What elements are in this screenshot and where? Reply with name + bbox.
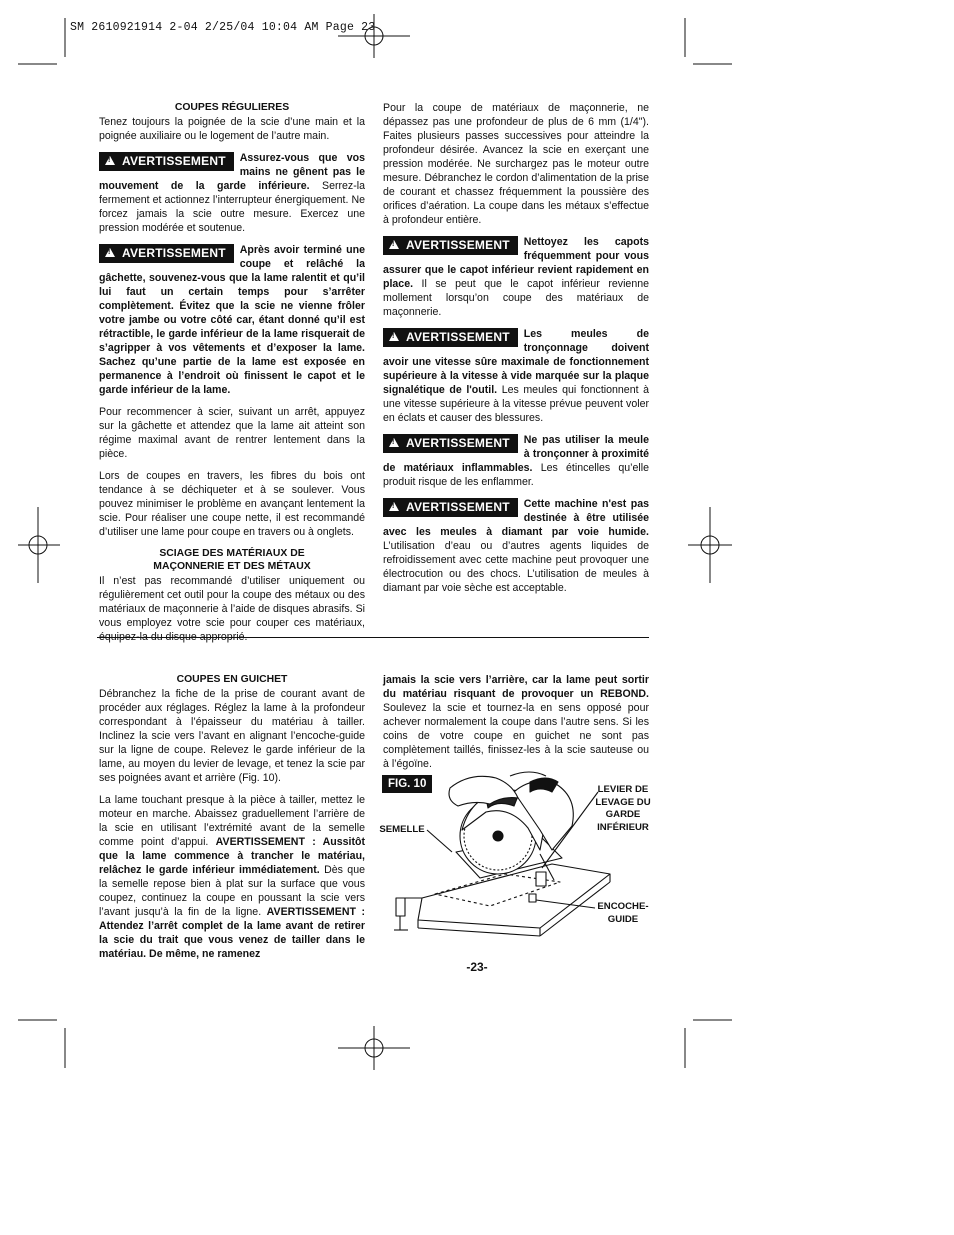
paragraph: Tenez toujours la poignée de la scie d’une main et la poignée auxiliaire ou le logement de l’autre main.: [99, 115, 365, 142]
section-heading: COUPES RÉGULIERES: [174, 102, 290, 113]
page-number: -23-: [466, 960, 488, 974]
warning-triangle-icon: [389, 502, 399, 511]
upper-left-column: [99, 101, 365, 652]
semelle-label: SEMELLE: [379, 824, 425, 835]
section-heading: MAÇONNERIE ET DES MÉTAUX: [153, 561, 311, 572]
warning-bold-text: Assurez-vous que vos mains ne gênent pas le mouvement de la garde inférieure.: [99, 151, 365, 192]
paragraph: La lame touchant presque à la pièce à tailler, mettez le moteur en marche. Abaissez graduellement l’arrière de la scie en utilisant l’extrémité avant de la semelle comme point d’appui. AVERTISSEMENT : Aussitôt que la lame commence à trancher le matériau, relâchez le garde inférieur immédiatement. Dès que la semelle repose bien à plat sur la surface que vous coupez, continuez la coupe en poussant la scie vers l’avant jusqu’à la fin de la ligne. AVERTISSEMENT : Attendez l’arrêt complet de la lame avant de retirer la scie du trait que vous venez de tailler dans le matériau. De même, ne ramenez: [99, 793, 365, 960]
section-heading: SCIAGE DES MATÉRIAUX DE: [159, 547, 305, 559]
warning-block: [383, 327, 649, 425]
warning-text: L’utilisation d’eau ou d’autres agents liquides de refroidissement avec cette machine peut provoquer une électrocution ou des chocs. L’utilisation de meules à diamant par voie sèche est acceptable.: [383, 540, 649, 594]
warning-badge: !AVERTISSEMENT: [383, 434, 518, 453]
warning-triangle-icon: [105, 156, 115, 165]
warning-bold-text: Nettoyez les capots fréquemment pour vous assurer que le capot inférieur revient rapidement en place.: [383, 236, 649, 290]
paragraph: Débranchez la fiche de la prise de courant avant de procéder aux réglages. Réglez la lame à la profondeur correspondant à l’épaisseur du matériau à tailler. Inclinez la scie vers l’avant en alignant l’encoche-guide sur la ligne de coupe. Relevez le garde inférieur de la lame, au moyen du levier de levage, et tenez la scie par ses poignées avant et arrière (Fig. 10).: [99, 687, 365, 784]
paragraph: jamais la scie vers l’arrière, car la lame peut sortir du matériau risquant de provoquer un REBOND. Soulevez la scie et tournez-la en sens opposé pour achever normalement la coupe dans l’autre sens. Si les coins de votre coupe en guichet ne sont pas complètement taillés, finissez-les à la scie sauteuse ou à l’égoïne.: [383, 674, 649, 770]
lever-label: LEVIER DE LEVAGE DU GARDE INFÉRIEUR: [595, 784, 651, 833]
section-divider: [97, 637, 649, 638]
figure-label: FIG. 10: [382, 775, 432, 793]
warning-block: [383, 497, 649, 595]
print-slug: SM 2610921914 2-04 2/25/04 10:04 AM Page 23: [70, 21, 376, 34]
lower-right-column: [383, 673, 649, 779]
warning-bold-text: Après avoir terminé une coupe et relâché la gâchette, souvenez-vous que la lame ralentit et qu’il lui faut un certain temps pour s’arrêter complètement. Évitez que la scie ne vienne frôler votre jambe ou votre côté car, étant donné qu’il est rétractible, le garde inférieur de la lame risquerait de s’agripper à vos vêtements et d’exposer la lame. Sachez qu’une partie de la lame est exposée en permanence à l’endroit où finissent le capot et le garde inférieur de la lame.: [99, 243, 365, 396]
warning-badge: !AVERTISSEMENT: [383, 498, 518, 517]
warning-block: [383, 433, 649, 489]
warning-bold-text: Cette machine n'est pas destinée à être utilisée avec les meules à diamant par voie humide.: [383, 498, 649, 538]
warning-block: [383, 235, 649, 319]
warning-triangle-icon: [389, 332, 399, 341]
warning-triangle-icon: [389, 438, 399, 447]
warning-badge: !AVERTISSEMENT: [99, 152, 234, 171]
warning-bold-text: Les meules de tronçonnage doivent avoir une vitesse sûre maximale de fonctionnement supérieure à la vitesse à vide marquée sur la plaque signalétique de l'outil.: [383, 328, 649, 396]
warning-block: [99, 151, 365, 235]
saw-illustration: [390, 770, 620, 940]
paragraph: Pour la coupe de matériaux de maçonnerie, ne dépassez pas une profondeur de plus de 6 mm (1/4"). Faites plusieurs passes successives pour atteindre la profondeur désirée. Avancez la scie en exerçant une pression modérée. Ne surchargez pas le moteur outre mesure. Débranchez le cordon d’alimentation de la prise de courant et chassez fréquemment la poussière des orifices d’aération. La coupe dans les métaux s’effectue à profondeur entière.: [383, 102, 649, 226]
warning-text: Les meules qui fonctionnent à une vitesse supérieure à la vitesse prévue peuvent voler en éclats et causer des blessures.: [383, 384, 649, 424]
warning-badge: !AVERTISSEMENT: [99, 244, 234, 263]
warning-bold-text: Ne pas utiliser la meule à tronçonner à proximité de matériaux inflammables.: [383, 434, 649, 474]
warning-triangle-icon: [105, 248, 115, 257]
warning-text: Serrez-la fermement et actionnez l’interrupteur énergiquement. Ne forcez jamais la scie outre mesure. Exercez une pression modérée et soutenue.: [99, 179, 365, 234]
section-heading: COUPES EN GUICHET: [176, 674, 288, 685]
paragraph: Il n’est pas recommandé d’utiliser uniquement ou régulièrement cet outil pour la coupe des métaux ou des matériaux de maçonnerie à l’aide de disques abrasifs. Si vous employez votre scie pour couper ces matériaux, équipez-la du disque approprié.: [99, 574, 365, 643]
warning-text: Il se peut que le capot inférieur revienne mollement lorsqu’on coupe des matériaux de maçonnerie.: [383, 278, 649, 318]
paragraph: Pour recommencer à scier, suivant un arrêt, appuyez sur la gâchette et attendez que la lame ait atteint son régime maximal avant de rentrer lentement dans la pièce.: [99, 405, 365, 460]
paragraph: Lors de coupes en travers, les fibres du bois ont tendance à se déchiqueter et à se soulever. Vous pouvez minimiser le problème en avançant lentement la scie. Pour réaliser une coupe nette, il est recommandé d’utiliser une lame pour coupe en travers ou à onglets.: [99, 469, 365, 538]
upper-right-column: [383, 101, 649, 603]
warning-badge: !AVERTISSEMENT: [383, 236, 518, 255]
warning-block: [99, 243, 365, 397]
notch-guide-label: ENCOCHE- GUIDE: [597, 901, 649, 925]
lower-left-column: [99, 673, 365, 961]
warning-triangle-icon: [389, 240, 399, 249]
warning-text: Les étincelles qu’elle produit risque de les enflammer.: [383, 462, 649, 488]
warning-badge: !AVERTISSEMENT: [383, 328, 518, 347]
